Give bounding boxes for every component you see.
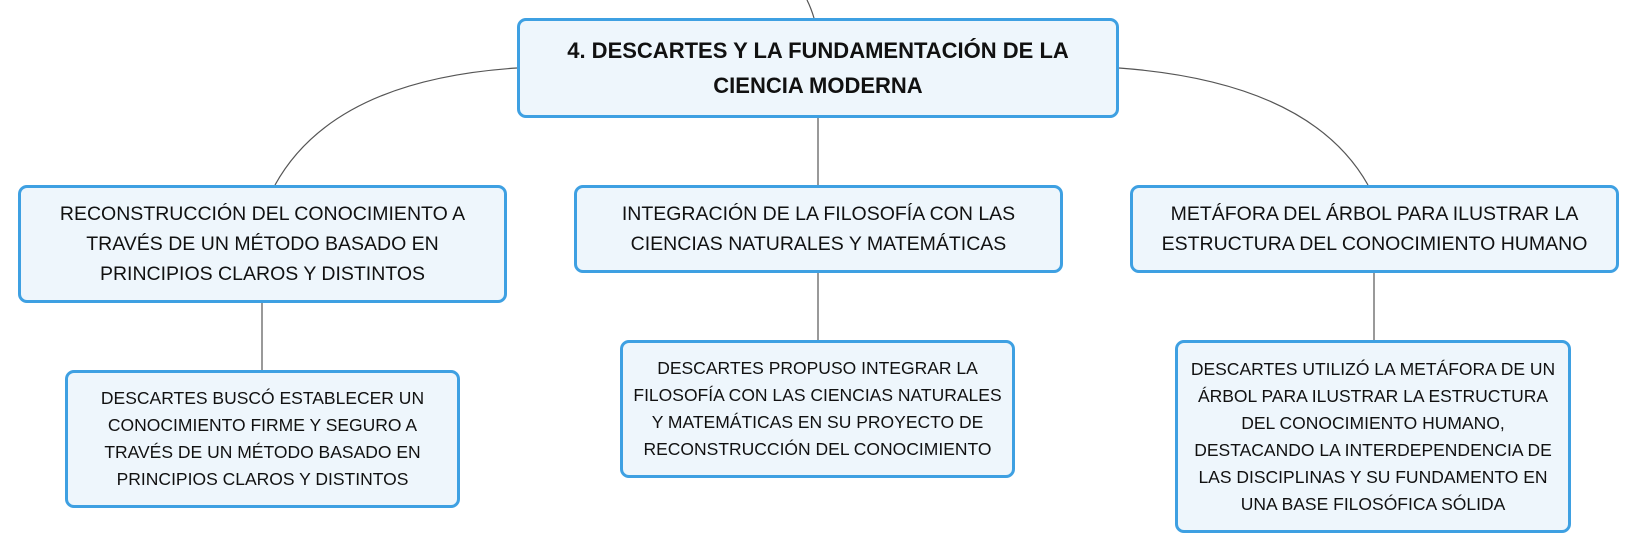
root-topic-label: 4. DESCARTES Y LA FUNDAMENTACIÓN DE LA CIENCIA MODERNA (567, 38, 1069, 98)
branch-topic-reconstruccion[interactable] (18, 185, 507, 303)
branch-topic-label: METÁFORA DEL ÁRBOL PARA ILUSTRAR LA ESTRUCTURA DEL CONOCIMIENTO HUMANO (1161, 203, 1588, 255)
subtopic-reconstruccion-detail[interactable] (65, 370, 460, 508)
branch-topic-label: RECONSTRUCCIÓN DEL CONOCIMIENTO A TRAVÉS DE UN MÉTODO BASADO EN PRINCIPIOS CLAROS Y DISTINTOS (59, 203, 466, 285)
subtopic-label: DESCARTES BUSCÓ ESTABLECER UN CONOCIMIENTO FIRME Y SEGURO A TRAVÉS DE UN MÉTODO BASADO EN PRINCIPIOS CLAROS Y DISTINTOS (100, 388, 425, 489)
root-topic[interactable] (517, 18, 1119, 118)
connector-root-to-branch-3 (1119, 68, 1368, 185)
branch-topic-integracion[interactable] (574, 185, 1063, 273)
branch-topic-metafora[interactable] (1130, 185, 1619, 273)
connector-parent-to-root (807, 0, 814, 18)
subtopic-label: DESCARTES PROPUSO INTEGRAR LA FILOSOFÍA CON LAS CIENCIAS NATURALES Y MATEMÁTICAS EN SU PROYECTO DE RECONSTRUCCIÓN DEL CONOCIMIENTO (633, 358, 1002, 459)
subtopic-label: DESCARTES UTILIZÓ LA METÁFORA DE UN ÁRBOL PARA ILUSTRAR LA ESTRUCTURA DEL CONOCIMIENTO HUMANO, DESTACANDO LA INTERDEPENDENCIA DE LAS DISCIPLINAS Y SU FUNDAMENTO EN UNA BASE FILOSÓFICA SÓLIDA (1190, 358, 1556, 514)
subtopic-metafora-detail[interactable] (1175, 340, 1571, 533)
subtopic-integracion-detail[interactable] (620, 340, 1015, 478)
branch-topic-label: INTEGRACIÓN DE LA FILOSOFÍA CON LAS CIENCIAS NATURALES Y MATEMÁTICAS (621, 203, 1016, 255)
connector-root-to-branch-1 (275, 68, 517, 185)
